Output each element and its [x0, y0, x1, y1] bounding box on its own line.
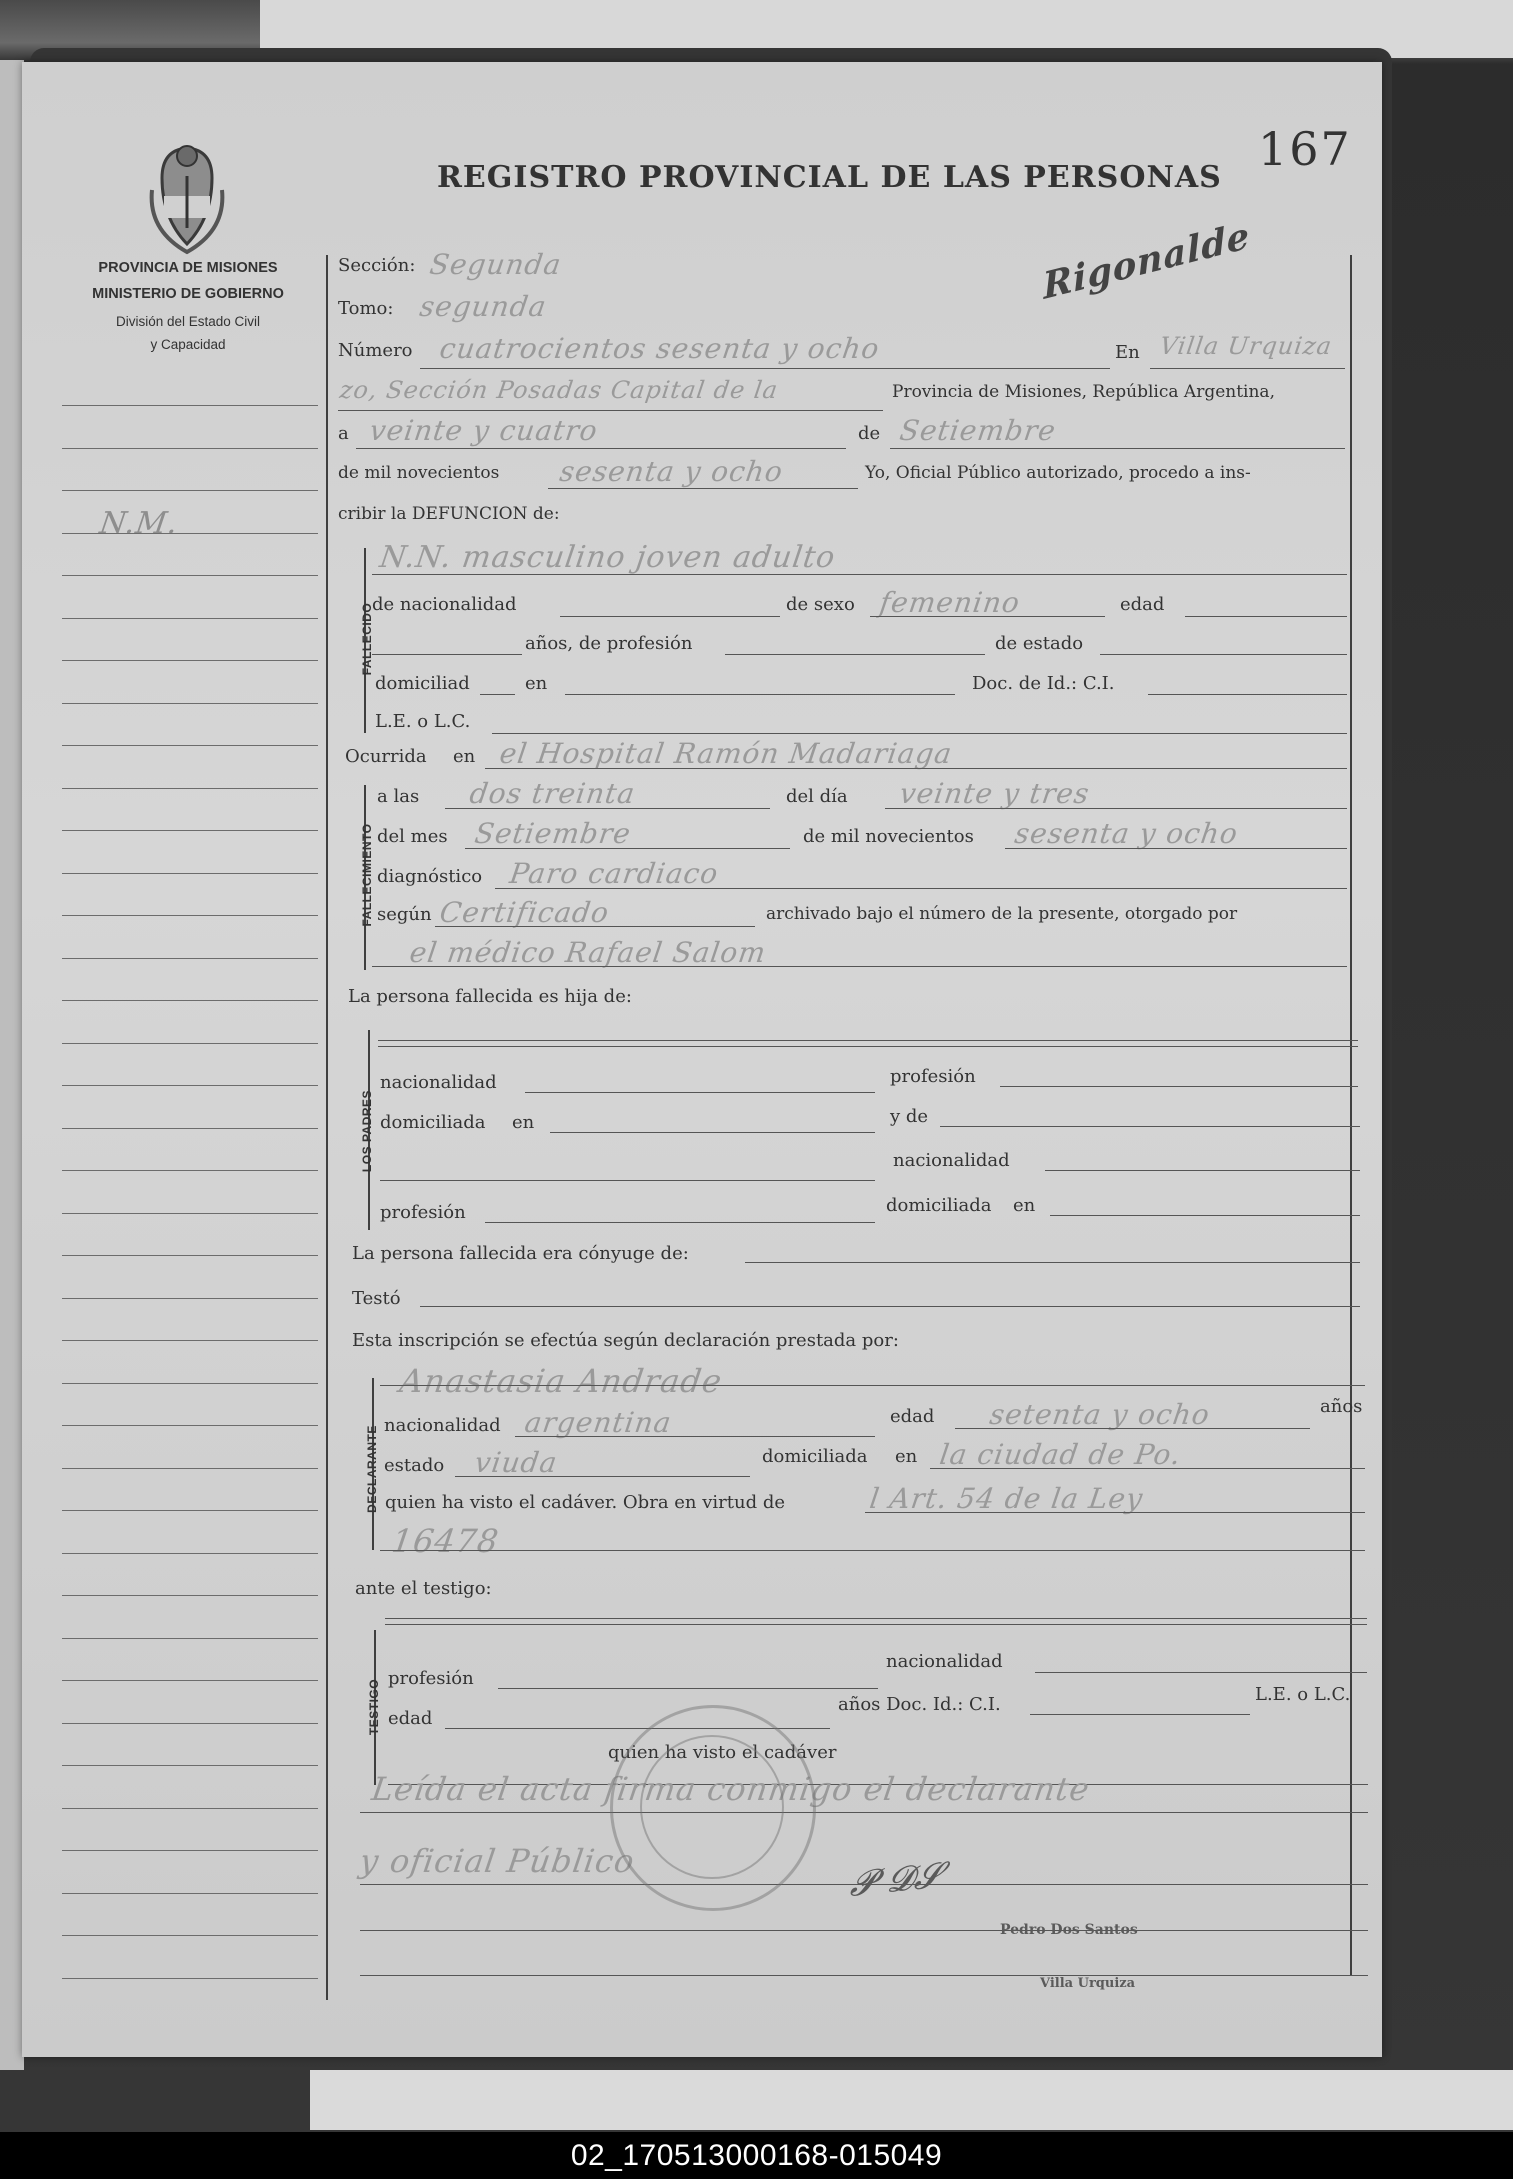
testigo-anios-doc-label: años Doc. Id.: C.I. — [838, 1694, 1001, 1715]
del-mes-label: del mes — [377, 826, 448, 847]
testigo-le-lc-label: L.E. o L.C. — [1255, 1684, 1351, 1705]
margin-column-divider — [326, 255, 328, 2000]
margin-rule-line — [62, 575, 318, 576]
inscribir-label: cribir la DEFUNCION de: — [338, 504, 560, 524]
archivado-label: archivado bajo el número de la presente, otorgado por — [766, 904, 1238, 924]
lugar-value: zo, Sección Posadas Capital de la — [338, 376, 781, 404]
declarante-edad-value: setenta y ocho — [987, 1398, 1213, 1431]
closing-line-1: Leída el acta firma conmigo el declarante — [369, 1770, 1093, 1808]
previous-page-edge — [0, 60, 24, 2070]
margin-rule-line — [62, 1765, 318, 1766]
margin-rule-line — [62, 1723, 318, 1724]
declarante-estado-value: viuda — [472, 1446, 560, 1479]
page-number: 167 — [1258, 122, 1352, 176]
margin-rule-line — [62, 873, 318, 874]
margin-rule-line — [62, 1638, 318, 1639]
institution-line-4: y Capacidad — [150, 337, 226, 352]
official-signature-icon: 𝓟 𝓓𝓢 — [848, 1854, 943, 1906]
numero-value: cuatrocientos sesenta y ocho — [437, 332, 882, 365]
official-seal-inner — [640, 1735, 784, 1879]
form-right-border — [1350, 255, 1352, 1975]
margin-rule-line — [62, 703, 318, 704]
margin-rule-line — [62, 1553, 318, 1554]
madre-en-label: en — [1013, 1195, 1036, 1216]
testigo-edad-label: edad — [388, 1708, 433, 1729]
declarante-domicilio-value: la ciudad de Po. — [937, 1438, 1184, 1471]
stamp-name: Pedro Dos Santos — [1000, 1922, 1138, 1938]
margin-rule-line — [62, 1298, 318, 1299]
hija-de-label: La persona fallecida es hija de: — [348, 986, 632, 1007]
a-value: veinte y cuatro — [367, 414, 601, 447]
institution-line-1: PROVINCIA DE MISIONES — [98, 260, 278, 276]
margin-rule-line — [62, 830, 318, 831]
margin-rule-line — [62, 1383, 318, 1384]
margin-rule-line — [62, 490, 318, 491]
margin-rule-line — [62, 1043, 318, 1044]
page-title: REGISTRO PROVINCIAL DE LAS PERSONAS — [437, 160, 1222, 195]
le-lc-label: L.E. o L.C. — [375, 711, 471, 732]
stamp-place: Villa Urquiza — [1040, 1976, 1136, 1991]
institution-line-2: MINISTERIO DE GOBIERNO — [92, 286, 284, 302]
margin-rule-line — [62, 1213, 318, 1214]
ocurrida-en-label: en — [453, 746, 476, 767]
seccion-label: Sección: — [338, 255, 416, 276]
madre-profesion-label: profesión — [380, 1202, 466, 1223]
margin-rule-line — [62, 1808, 318, 1809]
margin-rule-line — [62, 660, 318, 661]
doc-label: Doc. de Id.: C.I. — [972, 673, 1115, 694]
margin-rule-line — [62, 1170, 318, 1171]
declarante-nacionalidad-value: argentina — [522, 1406, 674, 1439]
image-caption-bar — [0, 2132, 1513, 2179]
margin-rule-line — [62, 1510, 318, 1511]
margin-rule-line — [62, 1425, 318, 1426]
ante-testigo-label: ante el testigo: — [355, 1578, 492, 1599]
en-label: En — [1115, 342, 1140, 363]
edad-label: edad — [1120, 594, 1165, 615]
margin-rule-line — [62, 1468, 318, 1469]
dia-value: veinte y tres — [897, 777, 1092, 810]
margin-rule-line — [62, 1595, 318, 1596]
madre-nacionalidad-label: nacionalidad — [893, 1150, 1010, 1171]
declarante-en-label: en — [895, 1446, 918, 1467]
del-dia-label: del día — [786, 786, 848, 807]
declarante-domiciliada-label: domiciliada — [762, 1446, 868, 1467]
declarante-quien-label: quien ha visto el cadáver. Obra en virtud de — [385, 1492, 786, 1513]
de-estado-label: de estado — [995, 633, 1084, 654]
margin-rule-line — [62, 1893, 318, 1894]
inscripcion-label: Esta inscripción se efectúa según declaración prestada por: — [352, 1330, 899, 1351]
margin-rule-line — [62, 1128, 318, 1129]
padre-en-label: en — [512, 1112, 535, 1133]
margin-rule-line — [62, 1085, 318, 1086]
de-label: de — [858, 423, 881, 444]
ocurrida-value: el Hospital Ramón Madariaga — [497, 737, 955, 770]
segun-label: según — [377, 904, 432, 925]
background-strip-bottom — [310, 2070, 1513, 2130]
medico-value: el médico Rafael Salom — [407, 936, 769, 969]
numero-label: Número — [338, 340, 413, 361]
margin-rule-line — [62, 915, 318, 916]
testo-label: Testó — [352, 1288, 401, 1309]
fallecimiento-section-label: FALLECIMIENTO — [360, 823, 374, 927]
coat-of-arms-icon — [146, 140, 228, 258]
anio-value: sesenta y ocho — [557, 455, 786, 488]
tomo-label: Tomo: — [338, 298, 394, 319]
a-las-label: a las — [377, 786, 420, 807]
testigo-profesion-label: profesión — [388, 1668, 474, 1689]
y-de-label: y de — [890, 1106, 929, 1127]
nacionalidad-label: de nacionalidad — [372, 594, 517, 615]
de-mil-label: de mil novecientos — [338, 463, 500, 483]
mes-value: Setiembre — [472, 817, 634, 850]
ocurrida-label: Ocurrida — [345, 746, 427, 767]
registrar-signature: Rigonalde — [1041, 213, 1252, 309]
declarante-estado-label: estado — [384, 1455, 445, 1476]
margin-rule-line — [62, 1850, 318, 1851]
testigo-quien-label: quien ha visto el cadáver — [608, 1742, 837, 1763]
testigo-section-label: TESTIGO — [367, 1678, 381, 1736]
diagnostico-label: diagnóstico — [377, 866, 483, 887]
padre-domiciliada-label: domiciliada — [380, 1112, 486, 1133]
margin-rule-line — [62, 745, 318, 746]
anio2-value: sesenta y ocho — [1012, 817, 1241, 850]
anios-profesion-label: años, de profesión — [525, 633, 693, 654]
segun-value: Certificado — [437, 896, 612, 929]
tomo-value: segunda — [417, 290, 549, 323]
margin-rule-line — [62, 1935, 318, 1936]
margin-note: N.M. — [97, 506, 181, 541]
declarante-edad-label: edad — [890, 1406, 935, 1427]
margin-rule-line — [62, 618, 318, 619]
provincia-label: Provincia de Misiones, República Argentina, — [892, 382, 1275, 402]
de-value: Setiembre — [897, 414, 1059, 447]
padre-profesion-label: profesión — [890, 1066, 976, 1087]
closing-line-2: y oficial Público — [357, 1842, 638, 1880]
image-caption: 02_170513000168-015049 — [570, 2138, 943, 2172]
margin-rule-line — [62, 1000, 318, 1001]
margin-rule-line — [62, 788, 318, 789]
margin-rule-line — [62, 533, 318, 534]
seccion-value: Segunda — [427, 248, 564, 281]
margin-rule-line — [62, 405, 318, 406]
declarante-section-label: DECLARANTE — [365, 1425, 379, 1513]
en-value: Villa Urquiza — [1158, 332, 1334, 360]
sexo-label: de sexo — [786, 594, 855, 615]
fallecido-section-label: FALLECIDO — [360, 602, 374, 676]
declarante-name-value: Anastasia Andrade — [397, 1362, 725, 1400]
a-label: a — [338, 423, 349, 444]
de-mil2-label: de mil novecientos — [803, 826, 974, 847]
institution-line-3: División del Estado Civil — [115, 314, 261, 329]
declarante-anios-label: años — [1320, 1396, 1363, 1417]
conyuge-label: La persona fallecida era cónyuge de: — [352, 1243, 689, 1264]
margin-rule-line — [62, 958, 318, 959]
margin-rule-line — [62, 1340, 318, 1341]
oficial-label: Yo, Oficial Público autorizado, procedo a ins- — [865, 463, 1251, 483]
testigo-nacionalidad-label: nacionalidad — [886, 1651, 1003, 1672]
domiciliad-label: domiciliad — [375, 673, 470, 694]
margin-rule-line — [62, 448, 318, 449]
margin-rule-line — [62, 1680, 318, 1681]
declarante-nacionalidad-label: nacionalidad — [384, 1415, 501, 1436]
domiciliad-en-label: en — [525, 673, 548, 694]
declarante-virtud-value: l Art. 54 de la Ley — [867, 1482, 1146, 1515]
margin-rule-line — [62, 1978, 318, 1979]
madre-domiciliada-label: domiciliada — [886, 1195, 992, 1216]
padres-section-label: LOS PADRES — [360, 1089, 374, 1173]
padre-nacionalidad-label: nacionalidad — [380, 1072, 497, 1093]
sexo-value: femenino — [877, 586, 1023, 619]
diagnostico-value: Paro cardiaco — [507, 857, 721, 890]
margin-rule-line — [62, 1255, 318, 1256]
nombre-value: N.N. masculino joven adulto — [377, 540, 838, 575]
ley-numero-value: 16478 — [389, 1522, 502, 1560]
a-las-value: dos treinta — [467, 777, 638, 810]
